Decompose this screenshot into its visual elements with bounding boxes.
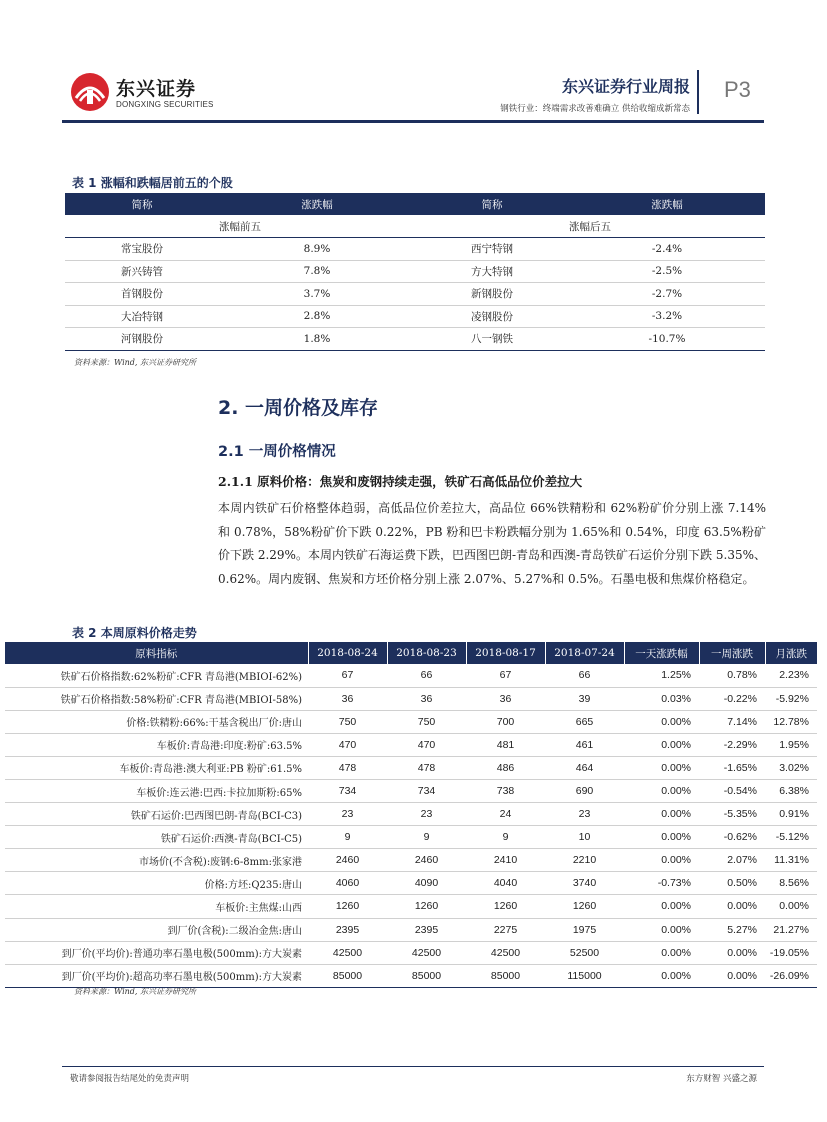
table-cell: 0.03%: [624, 687, 699, 710]
table-cell: 665: [545, 710, 624, 733]
table-cell: -2.5%: [569, 260, 765, 283]
indicator-name-cell: 车板价:主焦煤:山西: [5, 895, 308, 918]
sub-subsection-heading: 2.1.1 原料价格：焦炭和废钢持续走强，铁矿石高低品位价差拉大: [218, 474, 583, 489]
col-header: 2018-08-17: [466, 642, 545, 664]
indicator-name-cell: 价格:方坯:Q235:唐山: [5, 872, 308, 895]
indicator-name-cell: 车板价:青岛港:澳大利亚:PB 粉矿:61.5%: [5, 756, 308, 779]
table-cell: 66: [387, 664, 466, 687]
table-cell: -0.62%: [699, 826, 765, 849]
table-cell: -2.4%: [569, 238, 765, 261]
footer-rule: [62, 1066, 764, 1067]
top-movers-table: [65, 193, 765, 351]
subsection-heading: 2.1 一周价格情况: [218, 444, 336, 460]
table-cell: 0.00%: [699, 895, 765, 918]
table-cell: 首钢股份: [65, 283, 219, 306]
table-cell: 0.00%: [765, 895, 817, 918]
table-cell: 1260: [308, 895, 387, 918]
table-row: [5, 756, 817, 779]
indicator-name-cell: 车板价:青岛港:印度:粉矿:63.5%: [5, 733, 308, 756]
table-cell: 0.00%: [624, 918, 699, 941]
table-cell: 36: [308, 687, 387, 710]
table-row: [65, 238, 765, 261]
table-row: [5, 779, 817, 802]
table-cell: 3.7%: [219, 283, 415, 306]
indicator-name-cell: 到厂价(平均价):超高功率石墨电极(500mm):方大炭素: [5, 964, 308, 987]
table-cell: 486: [466, 756, 545, 779]
table-cell: 734: [308, 779, 387, 802]
table-cell: -5.12%: [765, 826, 817, 849]
table-row: [5, 803, 817, 826]
table-cell: 0.00%: [624, 826, 699, 849]
col-header: 2018-08-23: [387, 642, 466, 664]
table-header-row: [5, 642, 817, 664]
table-cell: 67: [466, 664, 545, 687]
table-row: [5, 710, 817, 733]
table-cell: 10: [545, 826, 624, 849]
table-cell: 67: [308, 664, 387, 687]
table-cell: 738: [466, 779, 545, 802]
table-cell: 0.50%: [699, 872, 765, 895]
col-header: 原料指标: [5, 642, 308, 664]
table-row: [5, 849, 817, 872]
table-cell: 1260: [387, 895, 466, 918]
table-cell: 大冶特钢: [65, 305, 219, 328]
table-cell: 2210: [545, 849, 624, 872]
footer-slogan: 东方财智 兴盛之源: [686, 1074, 757, 1084]
table-row: [5, 826, 817, 849]
table-cell: 6.38%: [765, 779, 817, 802]
table-cell: 478: [308, 756, 387, 779]
table-cell: 734: [387, 779, 466, 802]
col-header: 月涨跌: [765, 642, 817, 664]
company-logo: [70, 72, 214, 116]
table-cell: 2410: [466, 849, 545, 872]
indicator-name-cell: 铁矿石运价:西澳-青岛(BCI-C5): [5, 826, 308, 849]
table-cell: 5.27%: [699, 918, 765, 941]
table-cell: 2.23%: [765, 664, 817, 687]
table-cell: 1.25%: [624, 664, 699, 687]
indicator-name-cell: 铁矿石价格指数:62%粉矿:CFR 青岛港(MBIOI-62%): [5, 664, 308, 687]
table-cell: 23: [545, 803, 624, 826]
table-cell: 0.00%: [624, 710, 699, 733]
table-cell: 464: [545, 756, 624, 779]
col-header: 涨跌幅: [569, 193, 765, 215]
section-row: [65, 215, 765, 238]
table-cell: 66: [545, 664, 624, 687]
table-cell: -0.73%: [624, 872, 699, 895]
table-cell: 1260: [466, 895, 545, 918]
table-cell: -26.09%: [765, 964, 817, 987]
table-cell: -10.7%: [569, 328, 765, 351]
table-cell: 85000: [466, 964, 545, 987]
indicator-name-cell: 到厂价(平均价):普通功率石墨电极(500mm):方大炭素: [5, 941, 308, 964]
table-cell: 42500: [466, 941, 545, 964]
table-cell: 36: [387, 687, 466, 710]
table-cell: 2460: [387, 849, 466, 872]
indicator-name-cell: 到厂价(含税):二级冶金焦:唐山: [5, 918, 308, 941]
table-cell: 750: [308, 710, 387, 733]
col-header: 一周涨跌: [699, 642, 765, 664]
table-cell: 2.8%: [219, 305, 415, 328]
table-cell: 0.00%: [624, 733, 699, 756]
table2-title: 表 2 本周原料价格走势: [72, 626, 197, 640]
body-paragraph: 本周内铁矿石价格整体趋弱，高低品位价差拉大，高品位 66%铁精粉和 62%粉矿价分别上涨 7.14% 和 0.78%，58%粉矿价下跌 0.22%，PB 粉和巴卡粉跌幅分别为 1.65%和 0.54%，印度 63.5%粉矿价下跌 2.29%。本周内铁矿石海运费下跌，巴西图巴朗-青岛和西澳-青岛铁矿石运价分别下跌 5.35%、0.62%。周内废钢、焦炭和方坯价格分别上涨 2.07%、5.27%和 0.5%。石墨电极和焦煤价格稳定。: [218, 501, 766, 586]
col-header: 涨跌幅: [219, 193, 415, 215]
indicator-name-cell: 铁矿石价格指数:58%粉矿:CFR 青岛港(MBIOI-58%): [5, 687, 308, 710]
table-cell: 8.9%: [219, 238, 415, 261]
section-heading: 2. 一周价格及库存: [218, 397, 379, 419]
table-cell: 2275: [466, 918, 545, 941]
table-cell: 750: [387, 710, 466, 733]
table-cell: 4090: [387, 872, 466, 895]
table-cell: -0.54%: [699, 779, 765, 802]
table-cell: -1.65%: [699, 756, 765, 779]
table-cell: 690: [545, 779, 624, 802]
logo-text-en: DONGXING SECURITIES: [116, 100, 214, 109]
indicator-name-cell: 车板价:连云港:巴西:卡拉加斯粉:65%: [5, 779, 308, 802]
table-cell: 0.00%: [624, 941, 699, 964]
table-cell: -3.2%: [569, 305, 765, 328]
table-cell: 9: [387, 826, 466, 849]
table-cell: 700: [466, 710, 545, 733]
table-cell: 八一钢铁: [415, 328, 569, 351]
table-cell: 42500: [387, 941, 466, 964]
table-cell: 24: [466, 803, 545, 826]
table-cell: 3740: [545, 872, 624, 895]
table-row: [5, 733, 817, 756]
table-cell: 481: [466, 733, 545, 756]
table2-source: 资料来源：Wind, 东兴证券研究所: [74, 987, 196, 996]
table-cell: 2.07%: [699, 849, 765, 872]
table-cell: 1.8%: [219, 328, 415, 351]
table-cell: 7.14%: [699, 710, 765, 733]
section-label-losers: 涨幅后五: [415, 215, 765, 238]
logo-emblem-icon: [70, 72, 110, 112]
table-cell: 39: [545, 687, 624, 710]
col-header: 2018-08-24: [308, 642, 387, 664]
table-cell: 2395: [308, 918, 387, 941]
table-row: [65, 305, 765, 328]
table-cell: 461: [545, 733, 624, 756]
table-cell: 52500: [545, 941, 624, 964]
table-row: [65, 283, 765, 306]
table-cell: 36: [466, 687, 545, 710]
table-cell: 0.00%: [699, 941, 765, 964]
table-cell: 7.8%: [219, 260, 415, 283]
table-cell: 470: [387, 733, 466, 756]
header-rule: [62, 120, 764, 123]
table-cell: -19.05%: [765, 941, 817, 964]
table-cell: 21.27%: [765, 918, 817, 941]
table-cell: 42500: [308, 941, 387, 964]
table-cell: 0.00%: [624, 779, 699, 802]
table-row: [5, 895, 817, 918]
table-row: [5, 664, 817, 687]
table-cell: 9: [308, 826, 387, 849]
table1-source: 资料来源：Wind, 东兴证券研究所: [74, 358, 196, 367]
table-row: [5, 872, 817, 895]
table-cell: -2.29%: [699, 733, 765, 756]
col-header: 2018-07-24: [545, 642, 624, 664]
table-cell: 新钢股份: [415, 283, 569, 306]
table-cell: 西宁特钢: [415, 238, 569, 261]
table-cell: 23: [387, 803, 466, 826]
table-cell: 1260: [545, 895, 624, 918]
table-cell: -2.7%: [569, 283, 765, 306]
table-cell: 1975: [545, 918, 624, 941]
table-cell: 0.00%: [624, 849, 699, 872]
table-cell: 1.95%: [765, 733, 817, 756]
table-cell: 85000: [308, 964, 387, 987]
table1-title: 表 1 涨幅和跌幅居前五的个股: [72, 176, 233, 190]
table-cell: 4060: [308, 872, 387, 895]
table-cell: 新兴铸管: [65, 260, 219, 283]
table-cell: 0.91%: [765, 803, 817, 826]
indicator-name-cell: 铁矿石运价:巴西图巴朗-青岛(BCI-C3): [5, 803, 308, 826]
table-cell: -0.22%: [699, 687, 765, 710]
table-cell: 0.00%: [624, 895, 699, 918]
table-cell: 凌钢股份: [415, 305, 569, 328]
table-cell: 85000: [387, 964, 466, 987]
table-cell: 0.00%: [624, 803, 699, 826]
indicator-name-cell: 市场价(不含税):废钢:6-8mm:张家港: [5, 849, 308, 872]
col-header: 简称: [65, 193, 219, 215]
report-title: 东兴证券行业周报: [561, 77, 690, 96]
table-cell: 9: [466, 826, 545, 849]
table-cell: 河钢股份: [65, 328, 219, 351]
table-cell: 115000: [545, 964, 624, 987]
table-row: [65, 328, 765, 351]
table-cell: 8.56%: [765, 872, 817, 895]
table-cell: 0.00%: [624, 756, 699, 779]
table-cell: 2460: [308, 849, 387, 872]
col-header: 简称: [415, 193, 569, 215]
table-cell: 470: [308, 733, 387, 756]
section-label-gainers: 涨幅前五: [65, 215, 415, 238]
logo-text-cn: 东兴证券: [116, 78, 197, 100]
table-cell: 11.31%: [765, 849, 817, 872]
table-cell: -5.35%: [699, 803, 765, 826]
table-row: [5, 964, 817, 987]
table-cell: 3.02%: [765, 756, 817, 779]
table-cell: 0.78%: [699, 664, 765, 687]
table-cell: 12.78%: [765, 710, 817, 733]
table-cell: 方大特钢: [415, 260, 569, 283]
table-cell: 2395: [387, 918, 466, 941]
table-cell: 23: [308, 803, 387, 826]
table-row: [5, 941, 817, 964]
table-row: [5, 687, 817, 710]
table-cell: 478: [387, 756, 466, 779]
page-number: P3: [724, 77, 751, 102]
table-cell: 0.00%: [699, 964, 765, 987]
table-cell: 0.00%: [624, 964, 699, 987]
footer-disclaimer: 敬请参阅报告结尾处的免责声明: [70, 1074, 190, 1084]
table-row: [5, 918, 817, 941]
table-row: [65, 260, 765, 283]
report-subtitle: 钢铁行业：终端需求改善难确立 供给收缩成新常态: [500, 104, 690, 114]
col-header: 一天涨跌幅: [624, 642, 699, 664]
table-cell: 常宝股份: [65, 238, 219, 261]
header-divider: [697, 70, 699, 114]
table-header-row: [65, 193, 765, 215]
indicator-name-cell: 价格:铁精粉:66%:干基含税出厂价:唐山: [5, 710, 308, 733]
table-cell: -5.92%: [765, 687, 817, 710]
raw-material-price-table: [5, 642, 817, 988]
table-cell: 4040: [466, 872, 545, 895]
